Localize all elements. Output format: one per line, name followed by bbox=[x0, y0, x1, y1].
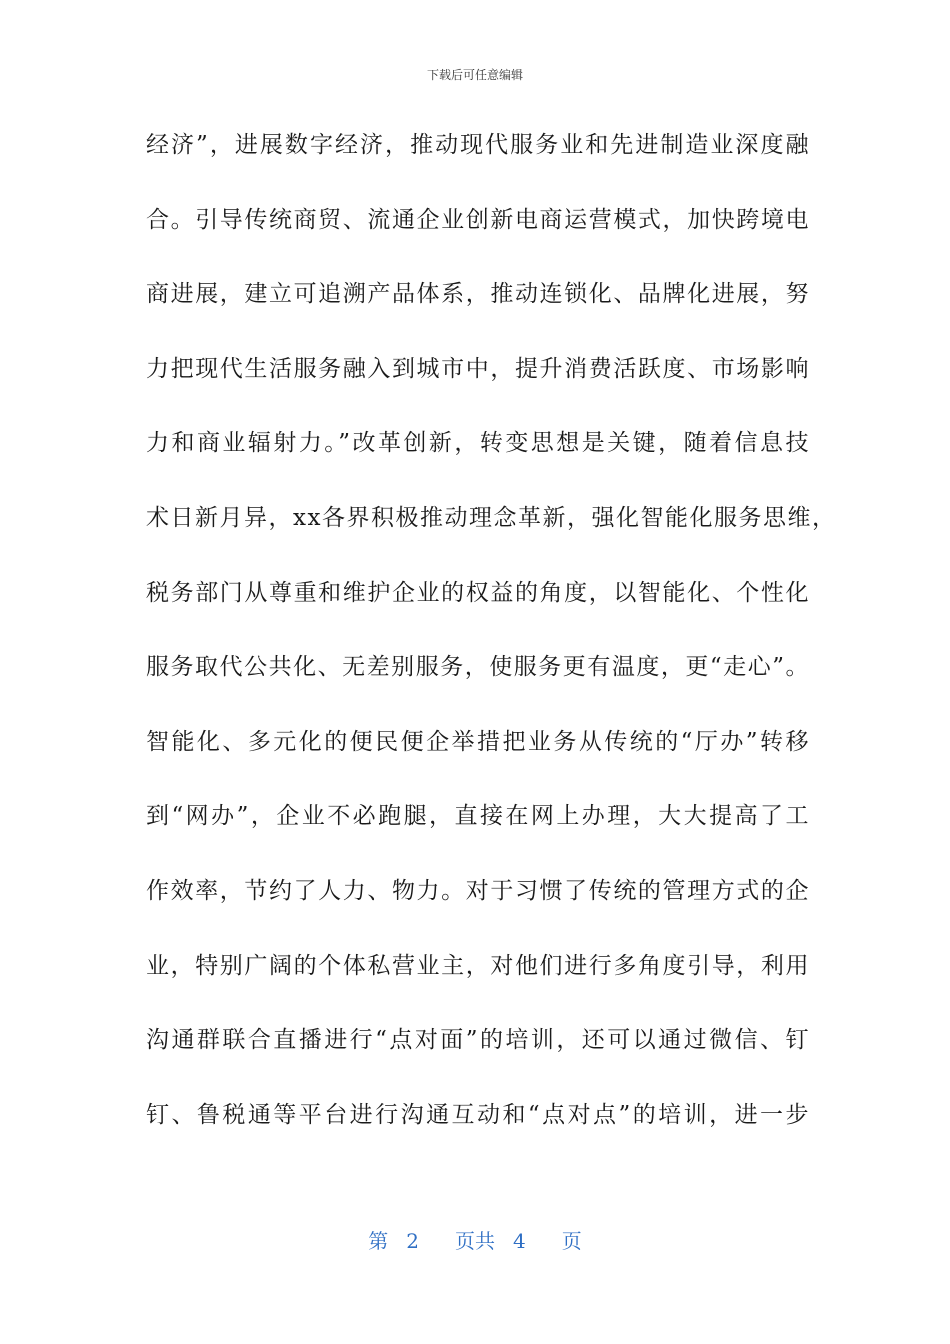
page-label-middle: 页共 bbox=[455, 1229, 495, 1253]
page-footer bbox=[0, 1225, 950, 1254]
page-header: 下载后可任意编辑 bbox=[426, 68, 523, 82]
text-line: 合。引导传统商贸、流通企业创新电商运营模式，加快跨境电 bbox=[146, 206, 810, 233]
text-line: 经济”，进展数字经济，推动现代服务业和先进制造业深度融 bbox=[146, 132, 810, 158]
body-text bbox=[146, 120, 837, 1164]
text-line: 税务部门从尊重和维护企业的权益的角度，以智能化、个性化 bbox=[146, 579, 810, 606]
text-line: 商进展，建立可追溯产品体系，推动连锁化、品牌化进展，努 bbox=[146, 281, 810, 308]
text-line: 力和商业辐射力。”改革创新，转变思想是关键，随着信息技 bbox=[146, 430, 810, 457]
text-line: 服务取代公共化、无差别服务，使服务更有温度，更“走心”。 bbox=[146, 654, 810, 681]
text-line: 术日新月异，xx各界积极推动理念革新，强化智能化服务思维， bbox=[146, 504, 837, 531]
text-line: 业，特别广阔的个体私营业主，对他们进行多角度引导，利用 bbox=[146, 952, 810, 979]
text-line: 力把现代生活服务融入到城市中，提升消费活跃度、市场影响 bbox=[146, 355, 810, 382]
text-line: 智能化、多元化的便民便企举措把业务从传统的“厅办”转移 bbox=[146, 728, 810, 755]
text-line: 作效率，节约了人力、物力。对于习惯了传统的管理方式的企 bbox=[146, 877, 810, 904]
page-label-prefix: 第 bbox=[368, 1229, 389, 1253]
text-line: 到“网办”，企业不必跑腿，直接在网上办理，大大提高了工 bbox=[146, 803, 810, 830]
current-page-number: 2 bbox=[406, 1229, 419, 1253]
page-label-suffix: 页 bbox=[561, 1229, 582, 1253]
text-line: 钉、鲁税通等平台进行沟通互动和“点对点”的培训，进一步 bbox=[146, 1101, 810, 1128]
total-pages-number: 4 bbox=[513, 1229, 526, 1253]
text-line: 沟通群联合直播进行“点对面”的培训，还可以通过微信、钉 bbox=[146, 1027, 810, 1054]
